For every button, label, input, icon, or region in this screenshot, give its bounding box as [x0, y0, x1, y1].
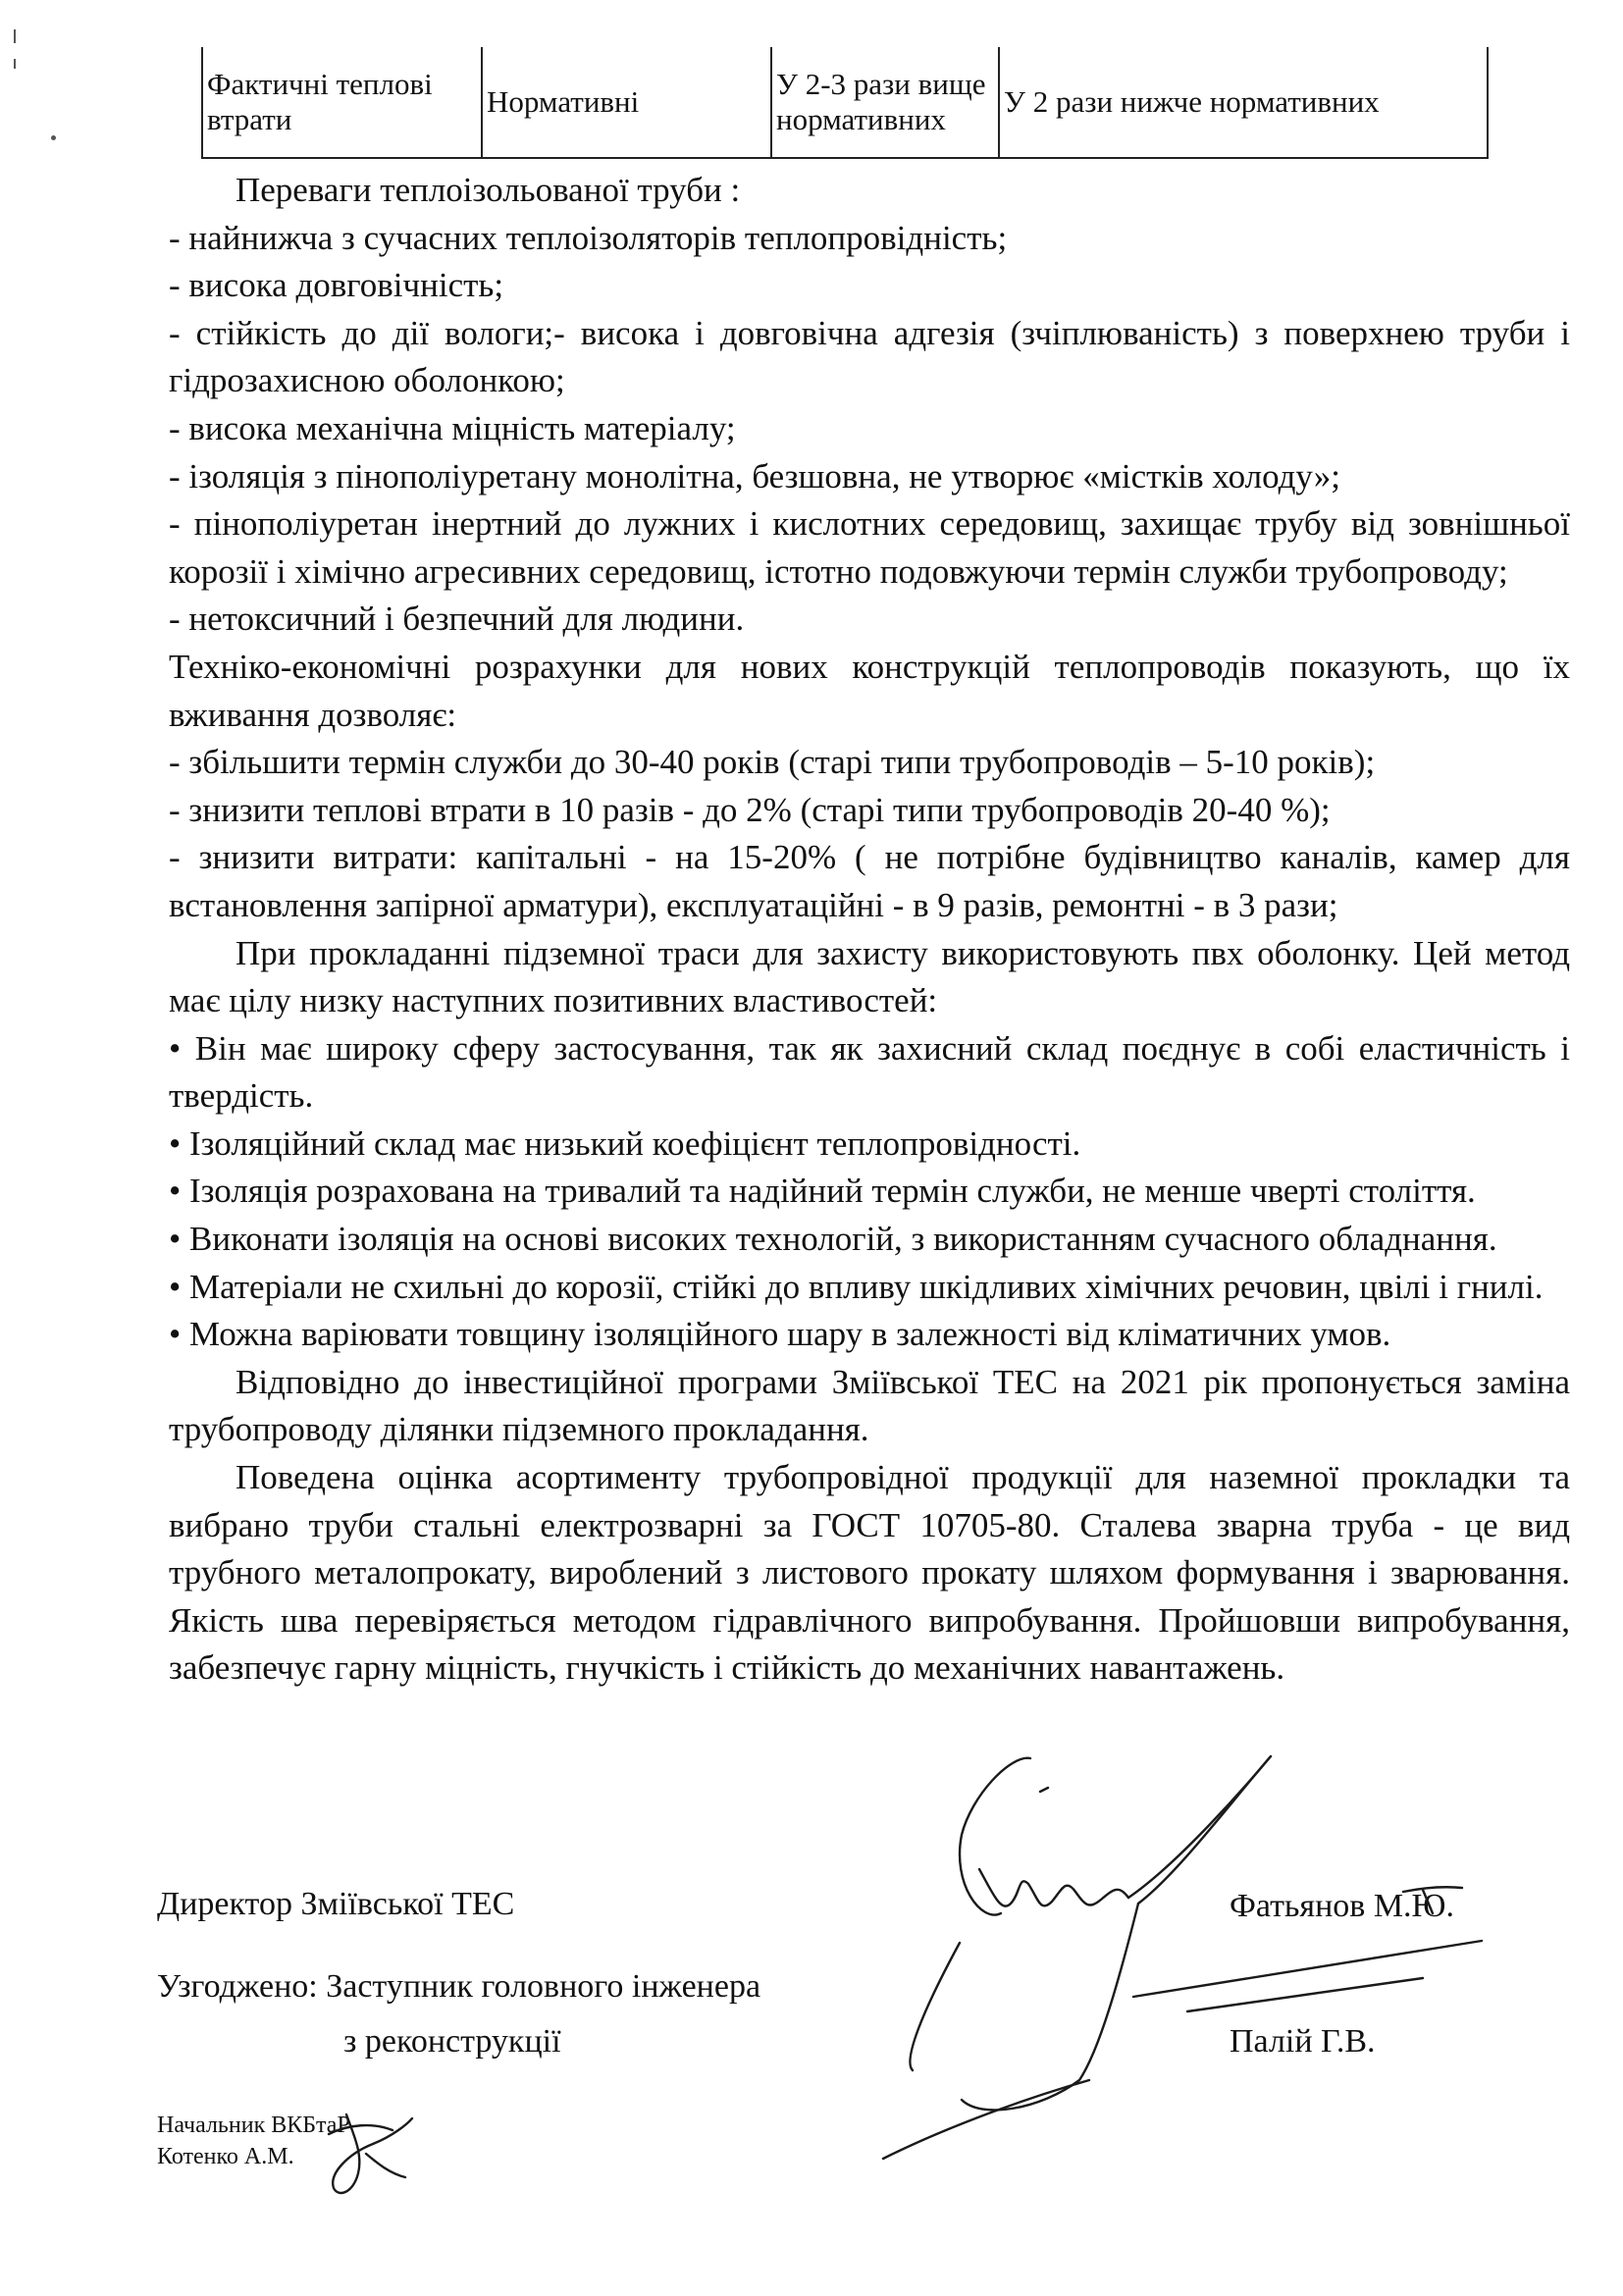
paragraph: - пінополіуретан інертний до лужних і кислотних середовищ, захищає трубу від зовнішньої корозії і хімічно агресивних середовищ, істотно подовжуючи термін служби трубопроводу; — [169, 504, 1570, 591]
paragraph: - знизити теплові втрати в 10 разів - до 2% (старі типи трубопроводів 20-40 %); — [169, 790, 1331, 829]
paragraph: При прокладанні підземної траси для захисту використовують пвх оболонку. Цей метод має цілу низку наступних позитивних властивостей: — [169, 933, 1570, 1020]
paragraph: - нетоксичний і безпечний для людини. — [169, 600, 745, 639]
paragraph: - збільшити термін служби до 30-40 років (старі типи трубопроводів – 5-10 років); — [169, 743, 1376, 782]
deputy-signature — [1128, 1884, 1560, 2021]
table-row — [202, 47, 1488, 158]
paragraph: Техніко-економічні розрахунки для нових конструкцій теплопроводів показують, що їх вживання дозволяє: — [169, 647, 1570, 734]
director-name: Фатьянов М.Ю. — [1230, 1888, 1455, 1924]
head-signature — [319, 2095, 417, 2203]
table-cell: У 2-3 рази вище нормативних — [771, 47, 999, 158]
head-title: Начальник ВКБтаР — [157, 2113, 350, 2138]
paragraph: - висока довговічність; — [169, 266, 504, 305]
paragraph: • Ізоляція розрахована на тривалий та надійний термін служби, не менше чверті століття. — [169, 1172, 1476, 1211]
paragraph: - найнижча з сучасних теплоізоляторів теплопровідність; — [169, 218, 1008, 257]
table-cell: Фактичні теплові втрати — [202, 47, 482, 158]
table-cell: У 2 рази нижче нормативних — [999, 47, 1488, 158]
paragraph: • Ізоляційний склад має низький коефіцієнт теплопровідності. — [169, 1123, 1081, 1163]
agreed-line-1: Узгоджено: Заступник головного інженера — [157, 1968, 761, 2005]
paragraph: - ізоляція з пінополіуретану монолітна, безшовна, не утворює «містків холоду»; — [169, 456, 1340, 496]
table-cell: Нормативні — [482, 47, 771, 158]
paragraph: • Він має широку сферу застосування, так як захисний склад поєднує в собі еластичність і твердість. — [169, 1028, 1570, 1116]
scan-mark — [14, 59, 16, 69]
paragraph: - стійкість до дії вологи;- висока і довговічна адгезія (зчіплюваність) з поверхнею труби і гідрозахисною оболонкою; — [169, 313, 1570, 400]
paragraph: Поведена оцінка асортименту трубопровідної продукції для наземної прокладки та вибрано труби стальні електрозварні за ГОСТ 10705-80. Сталева зварна труба - це вид трубного металопрокату, вироблений з листового прокату шляхом формування і зварювання. Якість шва перевіряється методом гідравлічного випробування. Пройшовши випробування, забезпечує гарну міцність, гнучкість і стійкість до механічних навантажень. — [169, 1458, 1570, 1688]
heat-loss-table — [201, 47, 1489, 159]
paragraph: • Матеріали не схильні до корозії, стійкі до впливу шкідливих хімічних речовин, цвілі і гнилі. — [169, 1267, 1544, 1306]
paragraph: Переваги теплоізольованої труби : — [236, 171, 741, 209]
head-name: Котенко А.М. — [157, 2144, 294, 2169]
scan-mark — [14, 29, 16, 43]
agreed-line-2: з реконструкції — [343, 2023, 561, 2060]
document-body — [169, 167, 1570, 1693]
paragraph: - знизити витрати: капітальні - на 15-20% ( не потрібне будівництво каналів, камер для встановлення запірної арматури), експлуатаційні - в 9 разів, ремонтні - в 3 рази; — [169, 838, 1570, 924]
paragraph: • Виконати ізоляція на основі високих технологій, з використанням сучасного обладнання. — [169, 1220, 1497, 1259]
paragraph: • Можна варіювати товщину ізоляційного шару в залежності від кліматичних умов. — [169, 1315, 1391, 1354]
scan-mark — [51, 135, 56, 140]
director-title: Директор Зміївської ТЕС — [157, 1886, 515, 1922]
deputy-name: Палій Г.В. — [1230, 2023, 1376, 2060]
paragraph: - висока механічна міцність матеріалу; — [169, 408, 736, 447]
paragraph: Відповідно до інвестиційної програми Зміївської ТЕС на 2021 рік пропонується заміна трубопроводу ділянки підземного прокладання. — [169, 1362, 1570, 1449]
